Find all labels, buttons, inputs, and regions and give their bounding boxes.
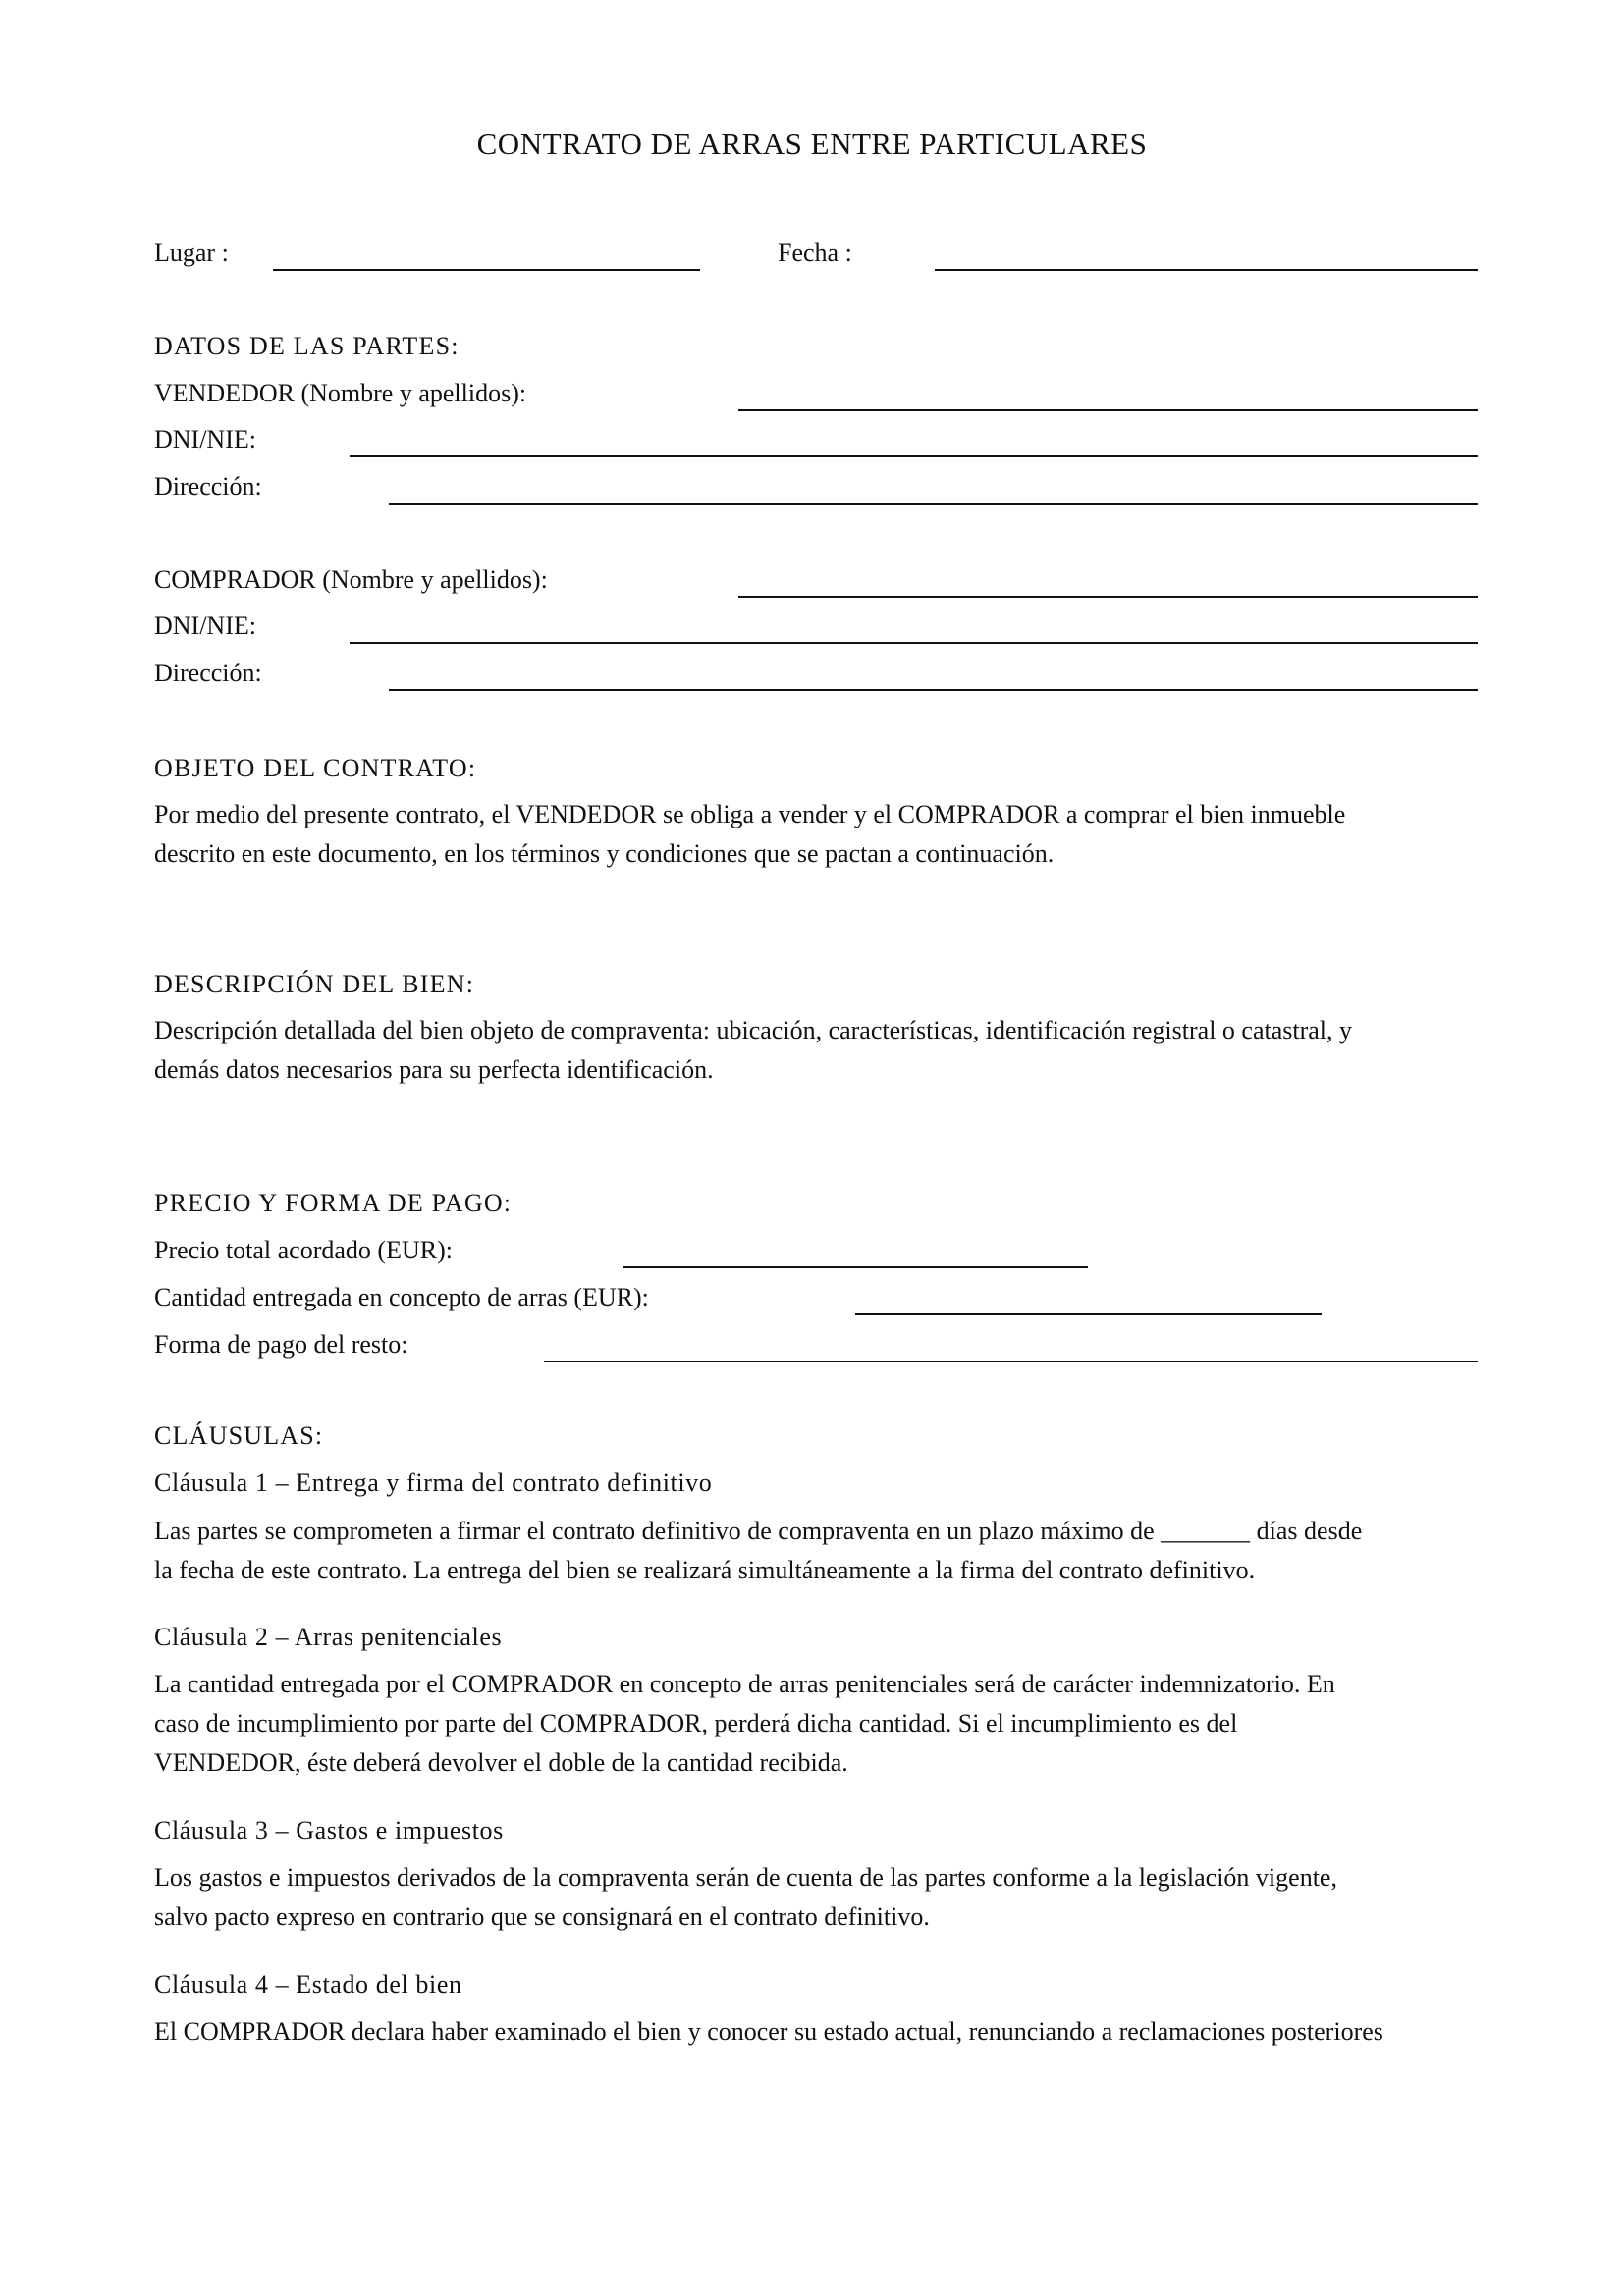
clause-3-paragraph — [154, 1858, 1489, 1937]
clause-1-title: Cláusula 1 – Entrega y firma del contrato definitivo — [154, 1468, 713, 1497]
buyer-id-label: DNI/NIE: — [154, 612, 256, 640]
seller-name-blank-line[interactable] — [738, 409, 1478, 411]
seller-id-blank-line[interactable] — [350, 455, 1478, 457]
date-blank-line[interactable] — [935, 269, 1478, 271]
buyer-name-label: COMPRADOR (Nombre y apellidos): — [154, 565, 548, 594]
clause-line: salvo pacto expreso en contrario que se consignará en el contrato definitivo. — [154, 1902, 930, 1931]
description-heading: DESCRIPCIÓN DEL BIEN: — [154, 970, 475, 998]
description-line: Descripción detallada del bien objeto de compraventa: ubicación, características, identificación registral o catastral, y — [154, 1016, 1353, 1044]
price-heading: PRECIO Y FORMA DE PAGO: — [154, 1189, 513, 1217]
object-paragraph — [154, 795, 1489, 874]
clause-line: Las partes se comprometen a firmar el contrato definitivo de compraventa en un plazo máximo de _______ días desde — [154, 1517, 1363, 1545]
description-paragraph — [154, 1011, 1489, 1090]
clause-2-paragraph — [154, 1665, 1489, 1783]
place-blank-line[interactable] — [273, 269, 700, 271]
seller-name-label: VENDEDOR (Nombre y apellidos): — [154, 379, 527, 407]
clause-2-title: Cláusula 2 – Arras penitenciales — [154, 1623, 503, 1651]
seller-address-label: Dirección: — [154, 472, 262, 501]
buyer-address-blank-line[interactable] — [389, 689, 1478, 691]
price-total-label: Precio total acordado (EUR): — [154, 1236, 453, 1264]
price-total-blank-line[interactable] — [623, 1266, 1088, 1268]
clause-line: VENDEDOR, éste deberá devolver el doble de la cantidad recibida. — [154, 1748, 848, 1777]
clause-1-paragraph — [154, 1512, 1489, 1590]
buyer-id-blank-line[interactable] — [350, 642, 1478, 644]
clause-4-title: Cláusula 4 – Estado del bien — [154, 1970, 462, 1999]
clause-line: la fecha de este contrato. La entrega del bien se realizará simultáneamente a la firma del contrato definitivo. — [154, 1556, 1256, 1584]
seller-id-label: DNI/NIE: — [154, 425, 256, 454]
object-line: descrito en este documento, en los términos y condiciones que se pactan a continuación. — [154, 839, 1055, 868]
rest-payment-label: Forma de pago del resto: — [154, 1330, 408, 1359]
buyer-address-label: Dirección: — [154, 659, 262, 687]
clause-line: El COMPRADOR declara haber examinado el bien y conocer su estado actual, renunciando a reclamaciones posteriores — [154, 2017, 1383, 2046]
buyer-name-blank-line[interactable] — [738, 596, 1478, 598]
description-line: demás datos necesarios para su perfecta identificación. — [154, 1055, 714, 1084]
place-label: Lugar : — [154, 239, 229, 267]
seller-address-blank-line[interactable] — [389, 503, 1478, 505]
deposit-blank-line[interactable] — [855, 1313, 1322, 1315]
clause-line: Los gastos e impuestos derivados de la compraventa serán de cuenta de las partes conforme a la legislación vigente, — [154, 1863, 1337, 1892]
date-label: Fecha : — [778, 239, 852, 267]
document-title: CONTRATO DE ARRAS ENTRE PARTICULARES — [476, 127, 1148, 161]
clause-line: caso de incumplimiento por parte del COMPRADOR, perderá dicha cantidad. Si el incumplimiento es del — [154, 1709, 1238, 1737]
object-line: Por medio del presente contrato, el VENDEDOR se obliga a vender y el COMPRADOR a comprar el bien inmueble — [154, 800, 1346, 828]
object-heading: OBJETO DEL CONTRATO: — [154, 754, 477, 782]
clause-3-title: Cláusula 3 – Gastos e impuestos — [154, 1816, 504, 1844]
deposit-label: Cantidad entregada en concepto de arras (EUR): — [154, 1283, 649, 1311]
clause-line: La cantidad entregada por el COMPRADOR en concepto de arras penitenciales será de carácter indemnizatorio. En — [154, 1670, 1335, 1698]
clause-4-paragraph — [154, 2012, 1489, 2052]
parties-heading: DATOS DE LAS PARTES: — [154, 332, 460, 360]
rest-payment-blank-line[interactable] — [544, 1361, 1478, 1362]
clauses-heading: CLÁUSULAS: — [154, 1421, 324, 1450]
